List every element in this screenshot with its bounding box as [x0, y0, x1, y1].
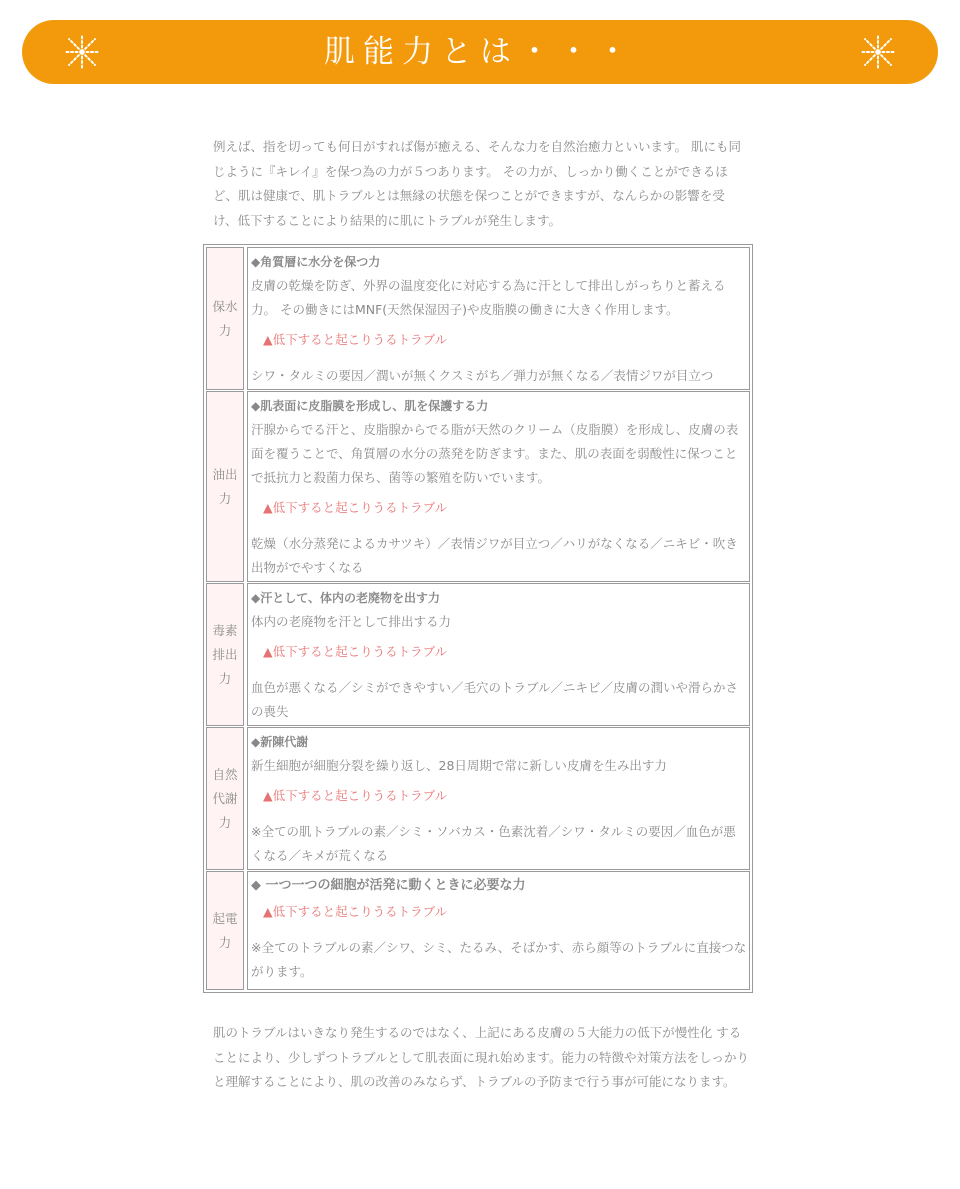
trouble-label: ▲低下すると起こりうるトラブル — [263, 644, 448, 659]
power-detail-cell — [247, 727, 750, 870]
trouble-effects: ※全ての肌トラブルの素／シミ・ソバカス・色素沈着／シワ・タルミの要因／血色が悪くなる／キメが荒くなる — [251, 824, 736, 863]
power-heading: ◆新陳代謝 — [251, 735, 309, 749]
power-heading: ◆角質層に水分を保つ力 — [251, 255, 381, 269]
power-name-cell — [206, 391, 244, 582]
power-description: 新生細胞が細胞分裂を繰り返し、28日周期で常に新しい皮膚を生み出す力 — [251, 758, 667, 773]
power-name: 起電力 — [212, 910, 238, 950]
title-banner — [22, 20, 938, 84]
power-description: 体内の老廃物を汗として排出する力 — [251, 614, 452, 629]
table-row — [206, 583, 750, 726]
power-name-cell — [206, 727, 244, 870]
outro-paragraph: 肌のトラブルはいきなり発生するのではなく、上記にある皮膚の５大能力の低下が慢性化 することにより、少しずつトラブルとして肌表面に現れ始めます。能力の特徴や対策方法をしっかりと理解することにより、肌の改善のみならず、トラブルの予防まで行う事が可能になります。 — [213, 1025, 750, 1089]
power-name: 毒素排出力 — [212, 622, 238, 686]
power-description: 皮膚の乾燥を防ぎ、外界の温度変化に対応する為に汗として排出しがっちりと蓄える力。 その働きにはMNF(天然保湿因子)や皮脂膜の働きに大きく作用します。 — [251, 278, 726, 317]
table-row — [206, 727, 750, 870]
power-detail-cell — [247, 871, 750, 990]
power-name: 保水力 — [212, 298, 238, 338]
power-heading: ◆汗として、体内の老廃物を出す力 — [251, 591, 440, 605]
power-detail-cell — [247, 391, 750, 582]
trouble-effects: 乾燥（水分蒸発によるカサツキ）／表情ジワが目立つ／ハリがなくなる／ニキビ・吹き出物がでやすくなる — [251, 536, 738, 575]
trouble-label: ▲低下すると起こりうるトラブル — [263, 904, 448, 919]
page-title: 肌能力とは・・・ — [324, 34, 636, 70]
power-name-cell — [206, 247, 244, 390]
skin-power-table — [203, 244, 753, 993]
power-name-cell — [206, 583, 244, 726]
power-heading: ◆ 一つ一つの細胞が活発に動くときに必要な力 — [251, 878, 526, 893]
power-detail-cell — [247, 583, 750, 726]
trouble-effects: シワ・タルミの要因／潤いが無くクスミがち／弾力が無くなる／表情ジワが目立つ — [251, 368, 714, 383]
trouble-label: ▲低下すると起こりうるトラブル — [263, 788, 448, 803]
power-heading: ◆肌表面に皮脂膜を形成し、肌を保護する力 — [251, 399, 489, 413]
power-name: 自然代謝力 — [212, 766, 238, 830]
trouble-effects: ※全てのトラブルの素／シワ、シミ、たるみ、そばかす、赤ら顔等のトラブルに直接つながります。 — [251, 940, 747, 979]
table-row — [206, 247, 750, 390]
sparkle-icon — [858, 32, 898, 72]
trouble-label: ▲低下すると起こりうるトラブル — [263, 500, 448, 515]
trouble-label: ▲低下すると起こりうるトラブル — [263, 332, 448, 347]
trouble-effects: 血色が悪くなる／シミができやすい／毛穴のトラブル／ニキビ／皮膚の潤いや滑らかさの喪失 — [251, 680, 739, 719]
intro-paragraph: 例えば、指を切っても何日がすれば傷が癒える、そんな力を自然治癒力といいます。 肌にも同じように『キレイ』を保つ為の力が５つあります。 その力が、しっかり働くことができるほど、肌は健康で、肌トラブルとは無縁の状態を保つことができますが、なんらかの影響を受け、低下することにより結果的に肌にトラブルが発生します。 — [213, 139, 741, 228]
power-detail-cell — [247, 247, 750, 390]
power-description: 汗腺からでる汗と、皮脂腺からでる脂が天然のクリーム（皮脂膜）を形成し、皮膚の表面を覆うことで、角質層の水分の蒸発を防ぎます。また、肌の表面を弱酸性に保つことで抵抗力と殺菌力保ち、菌等の繁殖を防いでいます。 — [251, 422, 739, 485]
table-row — [206, 871, 750, 990]
power-name: 油出力 — [212, 466, 238, 506]
power-name-cell — [206, 871, 244, 990]
table-row — [206, 391, 750, 582]
